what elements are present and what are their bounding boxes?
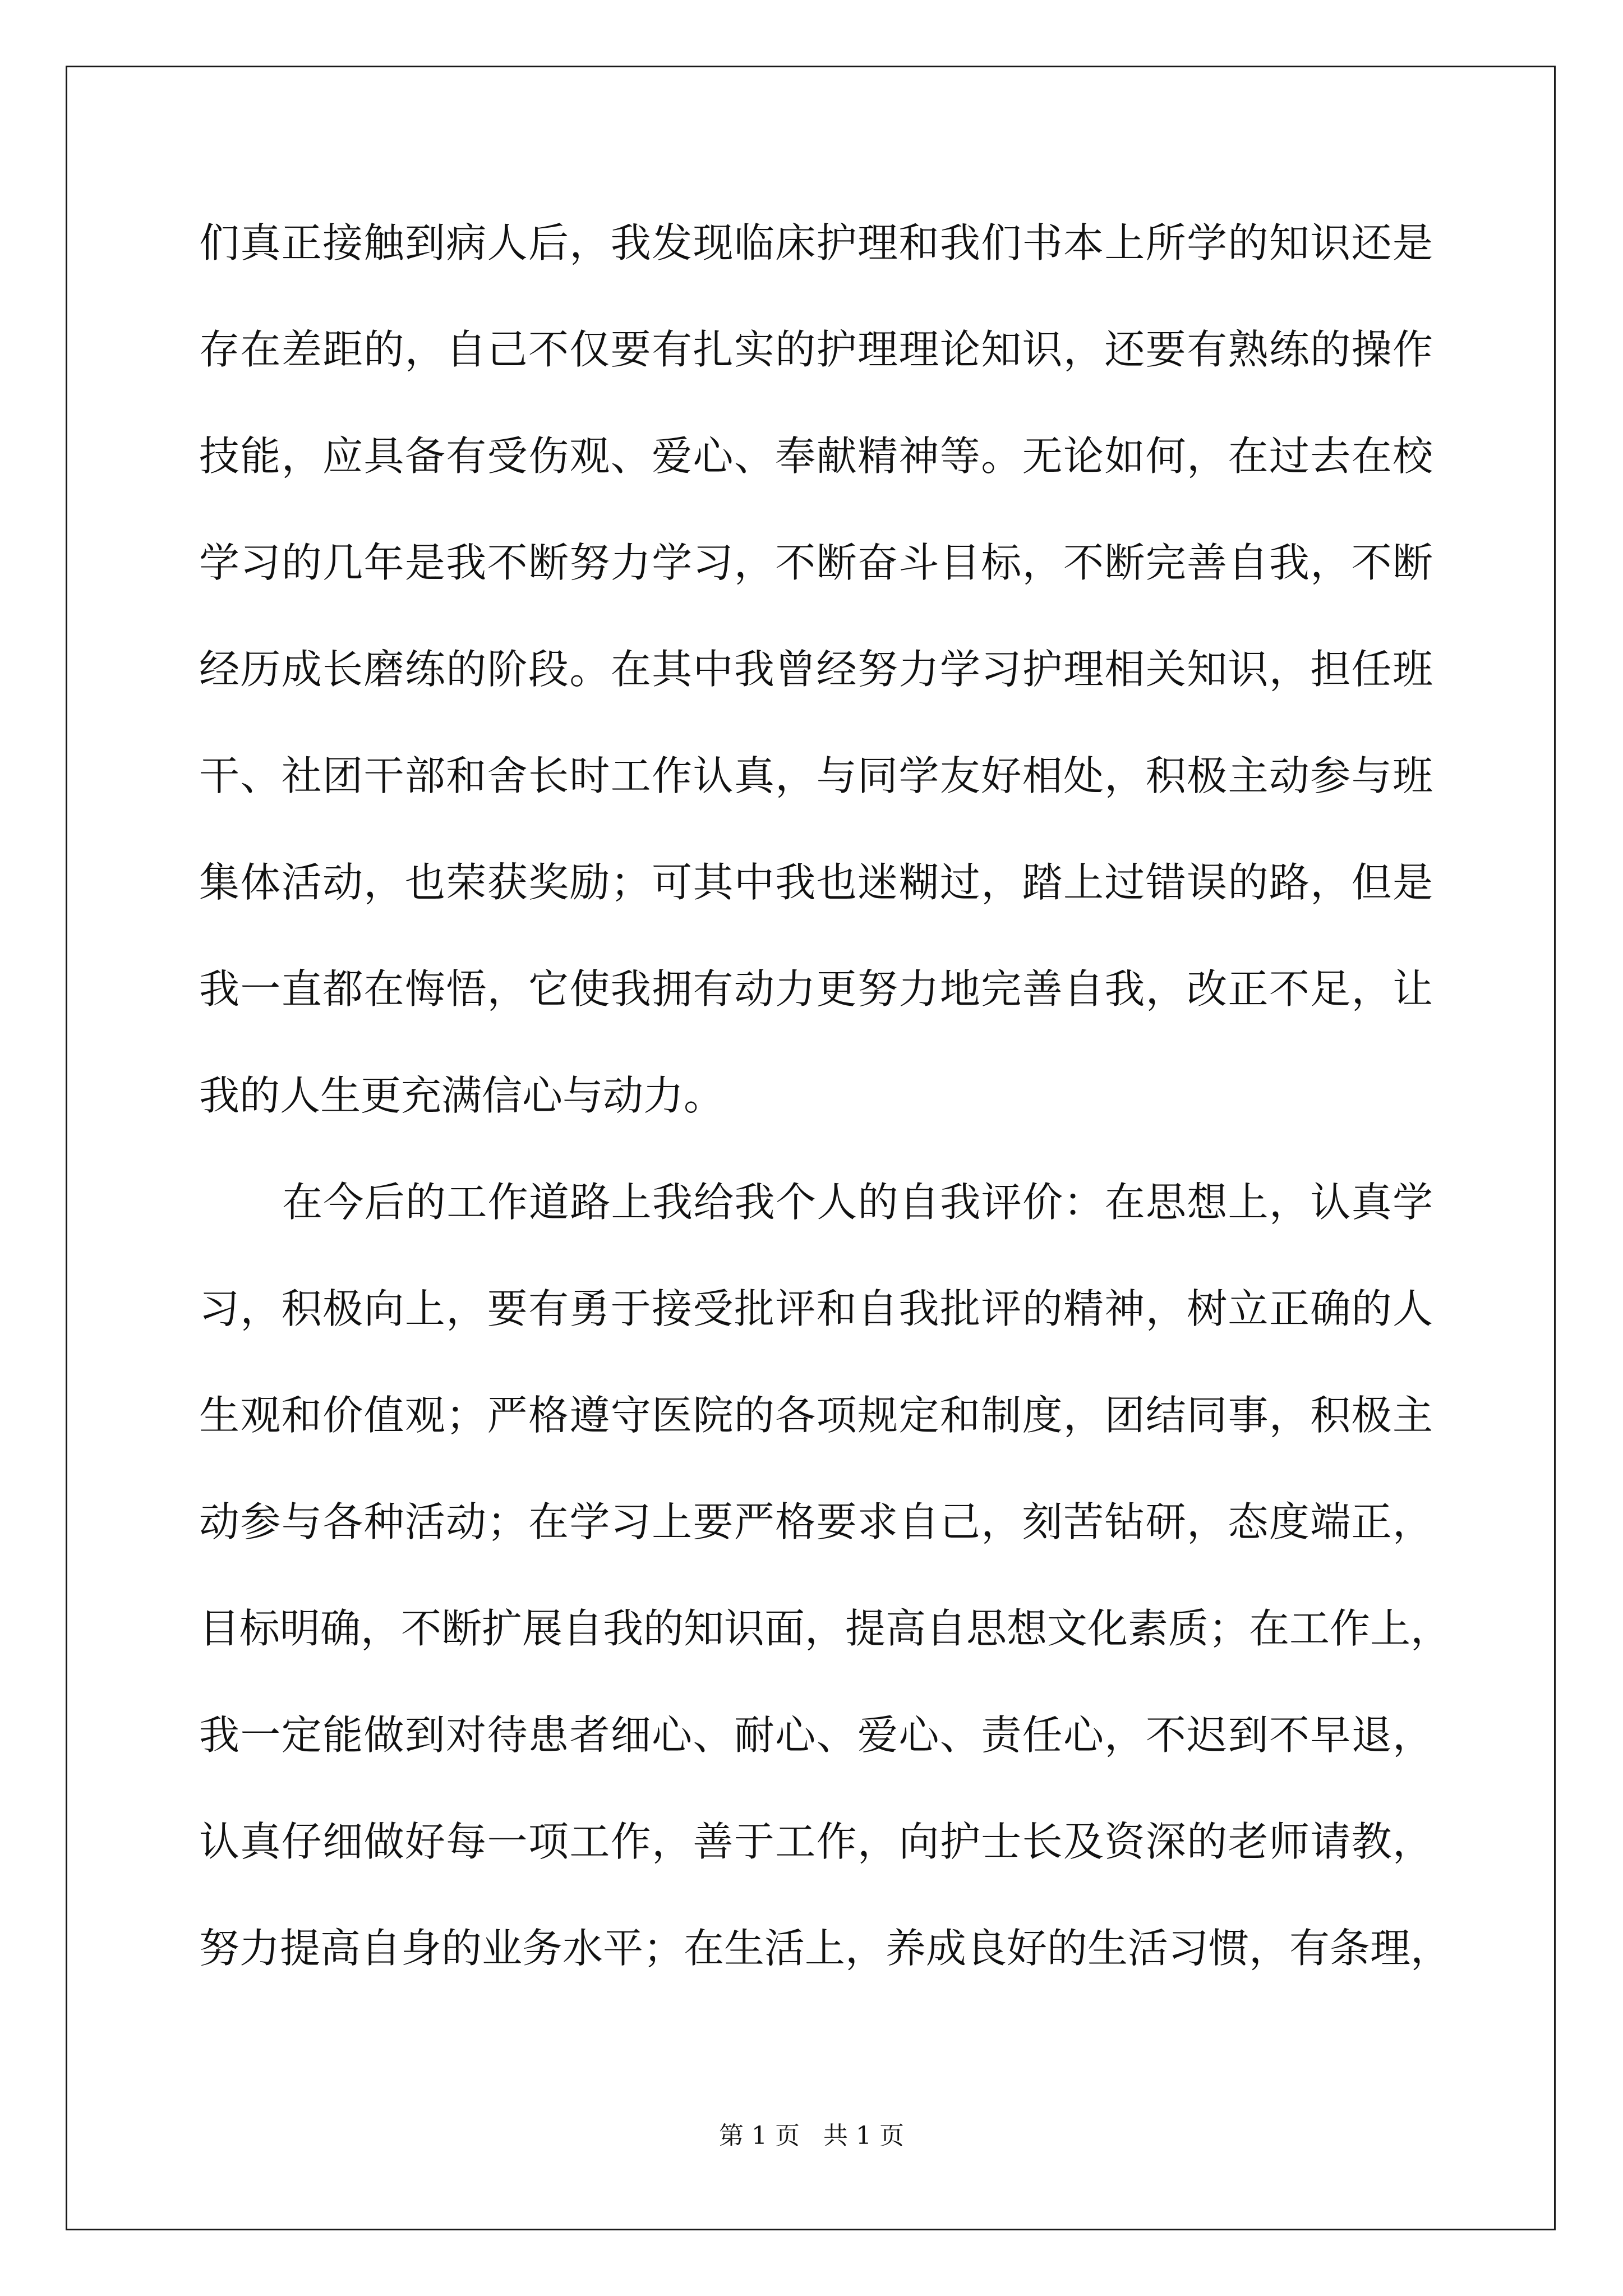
text-line-12: 生观和价值观；严格遵守医院的各项规定和制度，团结同事，积极主 [199,1392,1433,1439]
text-line-13: 动参与各种活动；在学习上要严格要求自己，刻苦钻研，态度端正， [199,1498,1433,1545]
text-line-10: 在今后的工作道路上我给我个人的自我评价：在思想上，认真学 [282,1179,1433,1226]
text-line-2: 存在差距的，自己不仅要有扎实的护理理论知识，还要有熟练的操作 [199,326,1433,373]
text-line-4: 学习的几年是我不断努力学习，不断奋斗目标，不断完善自我，不断 [199,539,1433,586]
page-footer: 第 1 页 共 1 页 [719,2122,904,2150]
text-line-15: 我一定能做到对待患者细心、耐心、爱心、责任心，不迟到不早退， [199,1711,1433,1759]
text-line-7: 集体活动，也荣获奖励；可其中我也迷糊过，踏上过错误的路，但是 [199,859,1433,906]
text-line-8: 我一直都在悔悟，它使我拥有动力更努力地完善自我，改正不足，让 [199,965,1433,1013]
text-line-14: 目标明确，不断扩展自我的知识面，提高自思想文化素质；在工作上， [199,1605,1451,1652]
text-line-17: 努力提高自身的业务水平；在生活上，养成良好的生活习惯，有条理， [199,1925,1451,1972]
text-line-16: 认真仔细做好每一项工作，善于工作，向护士长及资深的老师请教， [199,1818,1433,1865]
text-line-6: 干、社团干部和舍长时工作认真，与同学友好相处，积极主动参与班 [199,752,1433,799]
text-line-9: 我的人生更充满信心与动力。 [199,1072,725,1119]
text-line-3: 技能，应具备有受伤观、爱心、奉献精神等。无论如何，在过去在校 [199,432,1433,480]
text-line-11: 习，积极向上，要有勇于接受批评和自我批评的精神，树立正确的人 [199,1285,1433,1332]
text-line-5: 经历成长磨练的阶段。在其中我曾经努力学习护理相关知识，担任班 [199,646,1433,693]
page-border [66,66,1556,2230]
text-line-1: 们真正接触到病人后，我发现临床护理和我们书本上所学的知识还是 [199,219,1433,266]
